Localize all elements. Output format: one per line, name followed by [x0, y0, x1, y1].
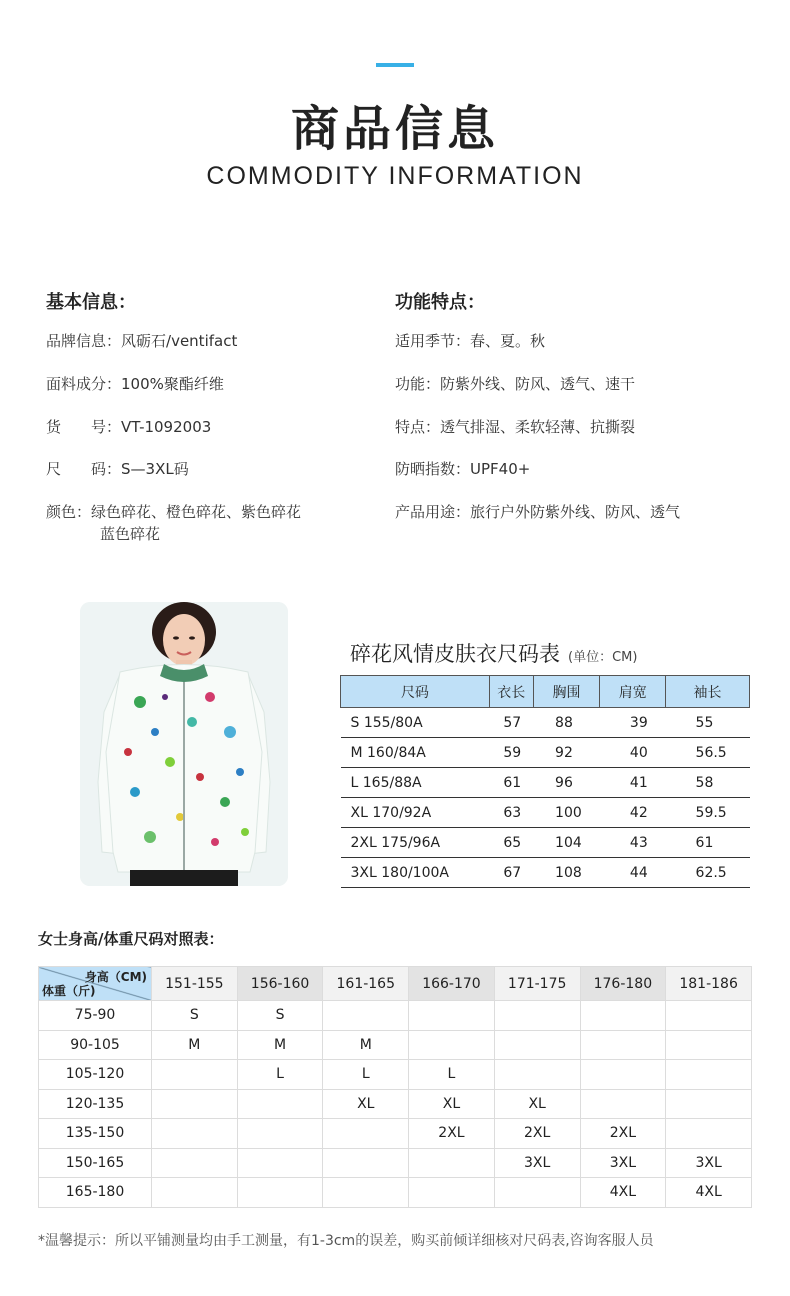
- reference-header-row: [39, 967, 752, 1001]
- table-cell: [237, 1148, 323, 1178]
- table-cell: 62.5: [666, 858, 750, 888]
- table-cell: M: [323, 1030, 409, 1060]
- col-header-shoulder: 肩宽: [600, 676, 666, 708]
- table-row: [341, 828, 750, 858]
- table-cell: [580, 1089, 666, 1119]
- table-cell: [494, 1060, 580, 1090]
- table-cell: L: [323, 1060, 409, 1090]
- col-header-length: 衣长: [489, 676, 533, 708]
- color-label: 颜色：: [46, 503, 92, 521]
- color-value-continued: 蓝色碎花: [100, 525, 161, 543]
- col-header-size: 尺码: [341, 676, 490, 708]
- table-cell: S 155/80A: [341, 708, 490, 738]
- table-row: [39, 1089, 752, 1119]
- table-cell: 3XL: [494, 1148, 580, 1178]
- table-cell: 43: [600, 828, 666, 858]
- season-label: 适用季节：: [395, 332, 471, 350]
- col-header-chest: 胸围: [533, 676, 600, 708]
- table-cell: [580, 1030, 666, 1060]
- page-title: 商品信息: [290, 101, 499, 157]
- size-chart-unit: (单位：CM): [568, 650, 638, 665]
- table-cell: [323, 1178, 409, 1208]
- size-line: [46, 458, 189, 479]
- size-label: 尺 码：: [46, 460, 122, 478]
- brand-label: 品牌信息：: [46, 332, 122, 350]
- table-row: [39, 1030, 752, 1060]
- reference-chart-title: 女士身高/体重尺码对照表：: [38, 930, 224, 948]
- usage-value: 旅行户外防紫外线、防风、透气: [470, 503, 681, 521]
- height-header-cell: 161-165: [323, 967, 409, 1001]
- usage-label: 产品用途：: [395, 503, 471, 521]
- upf-label: 防晒指数：: [395, 460, 471, 478]
- table-cell: [323, 1001, 409, 1031]
- height-axis-label: 身高（CM): [84, 970, 147, 984]
- table-cell: [152, 1060, 238, 1090]
- weight-axis-label: 体重（斤): [42, 984, 96, 998]
- usage-line: [395, 501, 680, 522]
- col-header-sleeve: 袖长: [666, 676, 750, 708]
- height-header-cell: 151-155: [152, 967, 238, 1001]
- table-cell: 3XL: [580, 1148, 666, 1178]
- feature-line: [395, 416, 635, 437]
- table-cell: XL: [409, 1089, 495, 1119]
- table-cell: 88: [533, 708, 600, 738]
- weight-cell: 90-105: [39, 1030, 152, 1060]
- table-cell: XL: [494, 1089, 580, 1119]
- table-cell: 65: [489, 828, 533, 858]
- table-cell: [666, 1030, 752, 1060]
- table-row: [39, 1119, 752, 1149]
- table-cell: 39: [600, 708, 666, 738]
- height-header-cell: 176-180: [580, 967, 666, 1001]
- function-line: [395, 373, 635, 394]
- fabric-line: [46, 373, 224, 394]
- color-value: 绿色碎花、橙色碎花、紫色碎花: [91, 503, 302, 521]
- features-heading: 功能特点：: [395, 292, 485, 313]
- table-cell: 40: [600, 738, 666, 768]
- table-cell: [409, 1148, 495, 1178]
- table-cell: [666, 1060, 752, 1090]
- size-chart-title: [350, 638, 637, 668]
- reference-chart-table: [38, 966, 752, 1208]
- table-cell: [237, 1178, 323, 1208]
- table-cell: 63: [489, 798, 533, 828]
- table-cell: 3XL 180/100A: [341, 858, 490, 888]
- weight-cell: 75-90: [39, 1001, 152, 1031]
- table-cell: [494, 1030, 580, 1060]
- table-cell: [409, 1001, 495, 1031]
- table-row: [341, 738, 750, 768]
- table-cell: 3XL: [666, 1148, 752, 1178]
- color-line: [46, 501, 301, 522]
- size-chart-title-text: 碎花风情皮肤衣尺码表: [350, 642, 560, 666]
- table-cell: [580, 1060, 666, 1090]
- weight-cell: 135-150: [39, 1119, 152, 1149]
- size-chart-table: [340, 675, 750, 888]
- table-cell: S: [152, 1001, 238, 1031]
- table-cell: 104: [533, 828, 600, 858]
- table-row: [39, 1178, 752, 1208]
- table-cell: 61: [489, 768, 533, 798]
- accent-bar: [376, 63, 414, 67]
- table-cell: [237, 1089, 323, 1119]
- table-cell: [152, 1119, 238, 1149]
- table-cell: 59: [489, 738, 533, 768]
- item-no-line: [46, 416, 211, 437]
- table-cell: [666, 1001, 752, 1031]
- table-cell: 61: [666, 828, 750, 858]
- weight-cell: 105-120: [39, 1060, 152, 1090]
- size-value: S—3XL码: [121, 460, 189, 478]
- product-photo: [80, 602, 288, 886]
- table-cell: 56.5: [666, 738, 750, 768]
- table-cell: 96: [533, 768, 600, 798]
- table-cell: S: [237, 1001, 323, 1031]
- table-cell: 42: [600, 798, 666, 828]
- table-cell: [323, 1148, 409, 1178]
- table-cell: [409, 1030, 495, 1060]
- model-jacket-illustration: [80, 602, 288, 886]
- brand-line: [46, 330, 237, 351]
- page-subtitle: COMMODITY INFORMATION: [206, 162, 584, 190]
- upf-value: UPF40+: [470, 460, 531, 478]
- table-cell: XL: [323, 1089, 409, 1119]
- table-cell: 4XL: [666, 1178, 752, 1208]
- weight-cell: 120-135: [39, 1089, 152, 1119]
- table-cell: M: [152, 1030, 238, 1060]
- table-row: [341, 768, 750, 798]
- table-cell: M: [237, 1030, 323, 1060]
- table-cell: L: [237, 1060, 323, 1090]
- table-cell: [152, 1148, 238, 1178]
- table-cell: 55: [666, 708, 750, 738]
- table-cell: 59.5: [666, 798, 750, 828]
- table-cell: 44: [600, 858, 666, 888]
- table-cell: [323, 1119, 409, 1149]
- table-cell: [666, 1089, 752, 1119]
- table-cell: [152, 1178, 238, 1208]
- table-cell: 4XL: [580, 1178, 666, 1208]
- table-cell: XL 170/92A: [341, 798, 490, 828]
- function-value: 防紫外线、防风、透气、速干: [440, 375, 636, 393]
- weight-cell: 150-165: [39, 1148, 152, 1178]
- height-header-cell: 166-170: [409, 967, 495, 1001]
- height-header-cell: 171-175: [494, 967, 580, 1001]
- upf-line: [395, 458, 530, 479]
- weight-cell: 165-180: [39, 1178, 152, 1208]
- item-no-value: VT-1092003: [121, 418, 212, 436]
- feature-value: 透气排湿、柔软轻薄、抗撕裂: [440, 418, 636, 436]
- table-cell: [494, 1178, 580, 1208]
- height-header-cell: 156-160: [237, 967, 323, 1001]
- table-cell: 2XL 175/96A: [341, 828, 490, 858]
- table-row: [341, 858, 750, 888]
- table-cell: 2XL: [580, 1119, 666, 1149]
- table-row: [341, 708, 750, 738]
- fabric-label: 面料成分：: [46, 375, 122, 393]
- table-cell: 67: [489, 858, 533, 888]
- table-cell: 58: [666, 768, 750, 798]
- table-row: [39, 1001, 752, 1031]
- table-cell: L 165/88A: [341, 768, 490, 798]
- size-chart-header-row: [341, 676, 750, 708]
- disclaimer-note: *温馨提示：所以平铺测量均由手工测量，有1-3cm的误差，购买前倾详细核对尺码表,咨询客服人员: [38, 1233, 654, 1249]
- table-cell: [666, 1119, 752, 1149]
- table-cell: 108: [533, 858, 600, 888]
- table-cell: M 160/84A: [341, 738, 490, 768]
- table-cell: 2XL: [409, 1119, 495, 1149]
- height-header-cell: 181-186: [666, 967, 752, 1001]
- table-cell: [580, 1001, 666, 1031]
- fabric-value: 100%聚酯纤维: [121, 375, 224, 393]
- item-no-label: 货 号：: [46, 418, 122, 436]
- season-line: [395, 330, 545, 351]
- table-cell: 41: [600, 768, 666, 798]
- function-label: 功能：: [395, 375, 441, 393]
- table-cell: [237, 1119, 323, 1149]
- basic-info-heading: 基本信息：: [46, 292, 136, 313]
- table-row: [39, 1060, 752, 1090]
- table-cell: 2XL: [494, 1119, 580, 1149]
- table-row: [39, 1148, 752, 1178]
- table-cell: [152, 1089, 238, 1119]
- feature-label: 特点：: [395, 418, 441, 436]
- season-value: 春、夏。秋: [470, 332, 546, 350]
- table-cell: 57: [489, 708, 533, 738]
- table-cell: L: [409, 1060, 495, 1090]
- brand-value: 风砺石/ventifact: [121, 332, 238, 350]
- table-cell: [409, 1178, 495, 1208]
- table-cell: 92: [533, 738, 600, 768]
- table-cell: 100: [533, 798, 600, 828]
- corner-header-cell: [39, 967, 152, 1001]
- table-row: [341, 798, 750, 828]
- table-cell: [494, 1001, 580, 1031]
